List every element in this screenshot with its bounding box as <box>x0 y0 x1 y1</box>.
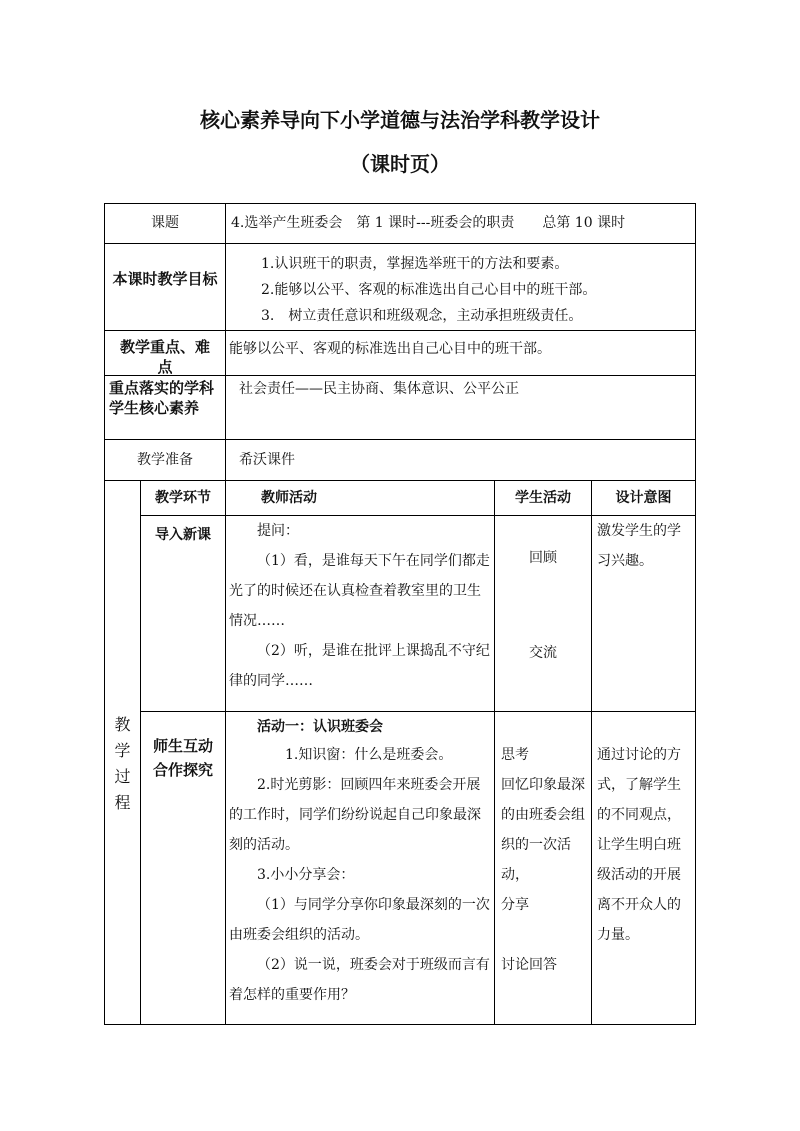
prep-value: 希沃课件 <box>239 452 295 468</box>
keypoints-value: 能够以公平、客观的标准选出自己心目中的班干部。 <box>229 341 551 357</box>
teacher-line: （2）听，是谁在批评上课捣乱不守纪律的同学…… <box>229 643 490 689</box>
teacher-line: （1）与同学分享你印象最深刻的一次由班委会组织的活动。 <box>229 897 490 943</box>
topic-value: 4.选举产生班委会 第 1 课时---班委会的职责 总第 10 课时 <box>231 215 626 231</box>
activity-title: 活动一：认识班委会 <box>257 719 383 735</box>
goal-item: 2.能够以公平、客观的标准选出自己心目中的班干部。 <box>261 282 597 298</box>
row-divider <box>140 711 695 712</box>
step-name: 师生互动合作探究 <box>152 737 213 779</box>
row-divider <box>105 330 695 331</box>
teacher-line: 1.知识窗：什么是班委会。 <box>285 747 453 763</box>
topic-label: 课题 <box>151 215 179 231</box>
goals-list <box>261 251 691 329</box>
teacher-line: （2）说一说，班委会对于班级而言有着怎样的重要作用？ <box>229 957 490 1003</box>
student-activity <box>501 740 587 980</box>
teacher-line: （1）看，是谁每天下午在同学们都走光了的时候还在认真检查着教室里的卫生情况…… <box>229 553 490 629</box>
teacher-line: 2.时光剪影：回顾四年来班委会开展的工作时，同学们纷纷说起自己印象最深刻的活动。 <box>229 777 481 853</box>
document-title: 核心素养导向下小学道德与法治学科教学设计 <box>200 108 600 132</box>
teacher-line: 3.小小分享会： <box>257 867 355 883</box>
column-divider <box>140 480 141 1024</box>
teacher-activity <box>229 714 491 1010</box>
literacy-label: 重点落实的学科学生核心素养 <box>109 379 215 417</box>
student-line: 回忆印象最深的由班委会组织的一次活动， <box>501 777 585 883</box>
teacher-line: 提问： <box>257 523 299 539</box>
row-divider <box>105 480 695 481</box>
header-step: 教学环节 <box>155 490 211 506</box>
goals-label: 本课时教学目标 <box>112 270 218 288</box>
row-divider <box>105 439 695 440</box>
header-student: 学生活动 <box>515 490 571 506</box>
student-activity: 交流 <box>529 645 557 661</box>
design-intent: 通过讨论的方式，了解学生的不同观点，让学生明白班级活动的开展离不开众人的力量。 <box>597 747 681 943</box>
teacher-activity <box>229 516 491 696</box>
lesson-plan-table <box>104 203 696 1025</box>
student-line: 讨论回答 <box>501 957 557 973</box>
document-subtitle: （课时页） <box>350 152 450 176</box>
step-name: 导入新课 <box>155 527 211 543</box>
student-line: 分享 <box>501 897 529 913</box>
row-divider <box>105 243 695 244</box>
literacy-value: 社会责任——民主协商、集体意识、公平公正 <box>239 381 519 397</box>
column-divider <box>225 480 226 1024</box>
prep-label: 教学准备 <box>137 452 193 468</box>
column-divider <box>591 480 592 1024</box>
goal-item: 1.认识班干的职责，掌握选举班干的方法和要素。 <box>261 256 569 272</box>
goal-item: 3. 树立责任意识和班级观念，主动承担班级责任。 <box>261 308 583 324</box>
process-side-label: 教学过程 <box>114 715 131 812</box>
keypoints-label: 教学重点、难点 <box>119 338 210 376</box>
design-intent: 激发学生的学习兴趣。 <box>597 523 681 569</box>
student-line: 思考 <box>501 747 529 763</box>
student-activity: 回顾 <box>529 550 557 566</box>
column-divider <box>225 204 226 480</box>
header-teacher: 教师活动 <box>261 490 317 506</box>
header-intent: 设计意图 <box>615 490 672 506</box>
